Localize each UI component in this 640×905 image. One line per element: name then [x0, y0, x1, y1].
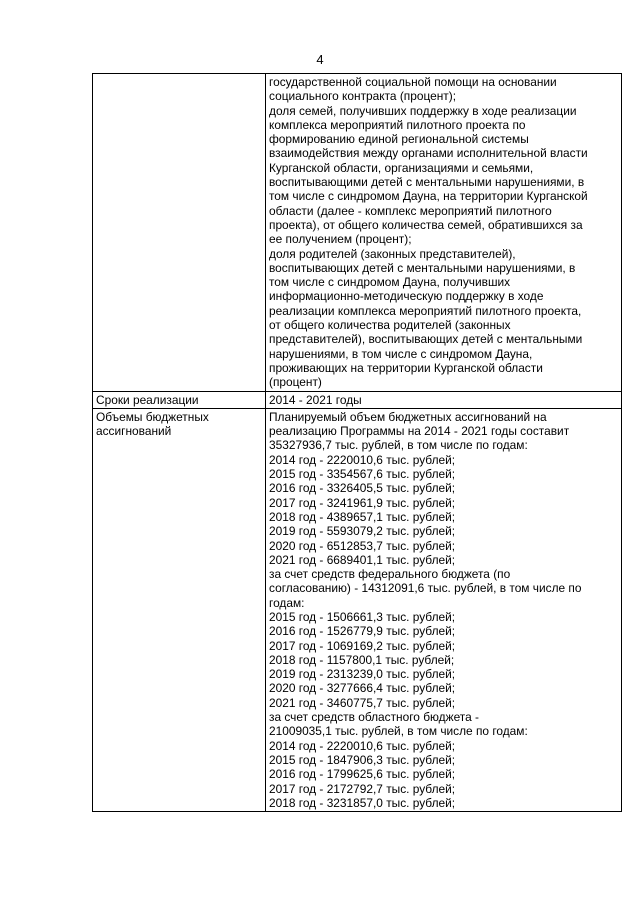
value-line: нарушениями, в том числе с синдромом Дауна, [269, 346, 533, 361]
value-line: от общего количества родителей (законных [269, 318, 511, 333]
value-line: области (далее - комплекс мероприятий пилотного [269, 203, 552, 218]
value-line: Курганской области, организациями и семьями, [269, 160, 534, 175]
table-row [93, 74, 622, 392]
value-line: воспитывающих детей с ментальными нарушениями, в [269, 260, 576, 275]
value-line: Планируемый объем бюджетных ассигнований на [269, 409, 547, 424]
row-value-cell [266, 74, 622, 392]
value-line: 2015 год - 1847906,3 тыс. рублей; [269, 752, 456, 767]
value-line: формированию единой региональной системы [269, 132, 529, 147]
value-line: 2014 год - 2220010,6 тыс. рублей; [269, 452, 456, 467]
value-line: 2016 год - 3326405,5 тыс. рублей; [269, 481, 456, 496]
value-line: представителей), воспитывающих детей с ментальными [269, 332, 583, 347]
value-line: комплекса мероприятий пилотного проекта по [269, 117, 526, 132]
value-line: согласованию) - 14312091,6 тыс. рублей, в том числе по [269, 581, 582, 596]
value-line: годам: [269, 595, 305, 610]
value-line: 2017 год - 3241961,9 тыс. рублей; [269, 495, 456, 510]
label-line: Сроки реализации [96, 392, 199, 407]
value-line: за счет средств федерального бюджета (по [269, 567, 511, 582]
value-line: 21009035,1 тыс. рублей, в том числе по годам: [269, 724, 528, 739]
row-value-cell [266, 408, 622, 811]
value-line: реализации комплекса мероприятий пилотного проекта, [269, 303, 582, 318]
value-line: 35327936,7 тыс. рублей, в том числе по годам: [269, 438, 528, 453]
value-line: реализацию Программы на 2014 - 2021 годы составит [269, 424, 570, 439]
value-line: 2017 год - 1069169,2 тыс. рублей; [269, 638, 456, 653]
value-line: доля семей, получивших поддержку в ходе реализации [269, 103, 577, 118]
value-line: 2016 год - 1526779,9 тыс. рублей; [269, 624, 456, 639]
value-line: 2014 год - 2220010,6 тыс. рублей; [269, 738, 456, 753]
value-line: проживающих на территории Курганской области [269, 360, 543, 375]
value-line: 2018 год - 3231857,0 тыс. рублей; [269, 795, 456, 810]
value-line: 2015 год - 1506661,3 тыс. рублей; [269, 609, 456, 624]
value-line: том числе с синдромом Дауна, на территории Курганской [269, 189, 588, 204]
program-passport-table [92, 73, 622, 812]
row-value-cell [266, 391, 622, 408]
value-line: 2014 - 2021 годы [269, 392, 362, 407]
value-line: 2018 год - 1157800,1 тыс. рублей; [269, 652, 455, 667]
label-line: Объемы бюджетных [96, 409, 209, 424]
table-row [93, 408, 622, 811]
value-line: (процент) [269, 375, 322, 390]
row-label-cell [93, 391, 266, 408]
page-number: 4 [316, 52, 324, 67]
value-line: информационно-методическую поддержку в ходе [269, 289, 544, 304]
value-line: 2019 год - 2313239,0 тыс. рублей; [269, 667, 456, 682]
value-line: взаимодействия между органами исполнительной власти [269, 146, 588, 161]
value-line: за счет средств областного бюджета - [269, 710, 479, 725]
value-line: 2020 год - 3277666,4 тыс. рублей; [269, 681, 456, 696]
row-label-cell [93, 74, 266, 392]
value-line: 2019 год - 5593079,2 тыс. рублей; [269, 524, 456, 539]
value-line: 2021 год - 6689401,1 тыс. рублей; [269, 552, 456, 567]
value-line: доля родителей (законных представителей), [269, 246, 516, 261]
value-line: воспитывающими детей с ментальными нарушениями, в [269, 175, 585, 190]
value-line: государственной социальной помощи на основании [269, 75, 557, 89]
table-row [93, 391, 622, 408]
value-line: ее получением (процент); [269, 232, 412, 247]
value-line: том числе с синдромом Дауна, получивших [269, 275, 511, 290]
value-line: социального контракта (процент); [269, 89, 457, 104]
value-line: 2020 год - 6512853,7 тыс. рублей; [269, 538, 456, 553]
value-line: 2021 год - 3460775,7 тыс. рублей; [269, 695, 456, 710]
value-line: 2017 год - 2172792,7 тыс. рублей; [269, 781, 456, 796]
value-line: проекта), от общего количества семей, обратившихся за [269, 217, 583, 232]
value-line: 2018 год - 4389657,1 тыс. рублей; [269, 509, 456, 524]
value-line: 2015 год - 3354567,6 тыс. рублей; [269, 467, 456, 482]
label-line: ассигнований [96, 424, 172, 439]
value-line: 2016 год - 1799625,6 тыс. рублей; [269, 767, 456, 782]
table-body [93, 74, 622, 812]
row-label-cell [93, 408, 266, 811]
